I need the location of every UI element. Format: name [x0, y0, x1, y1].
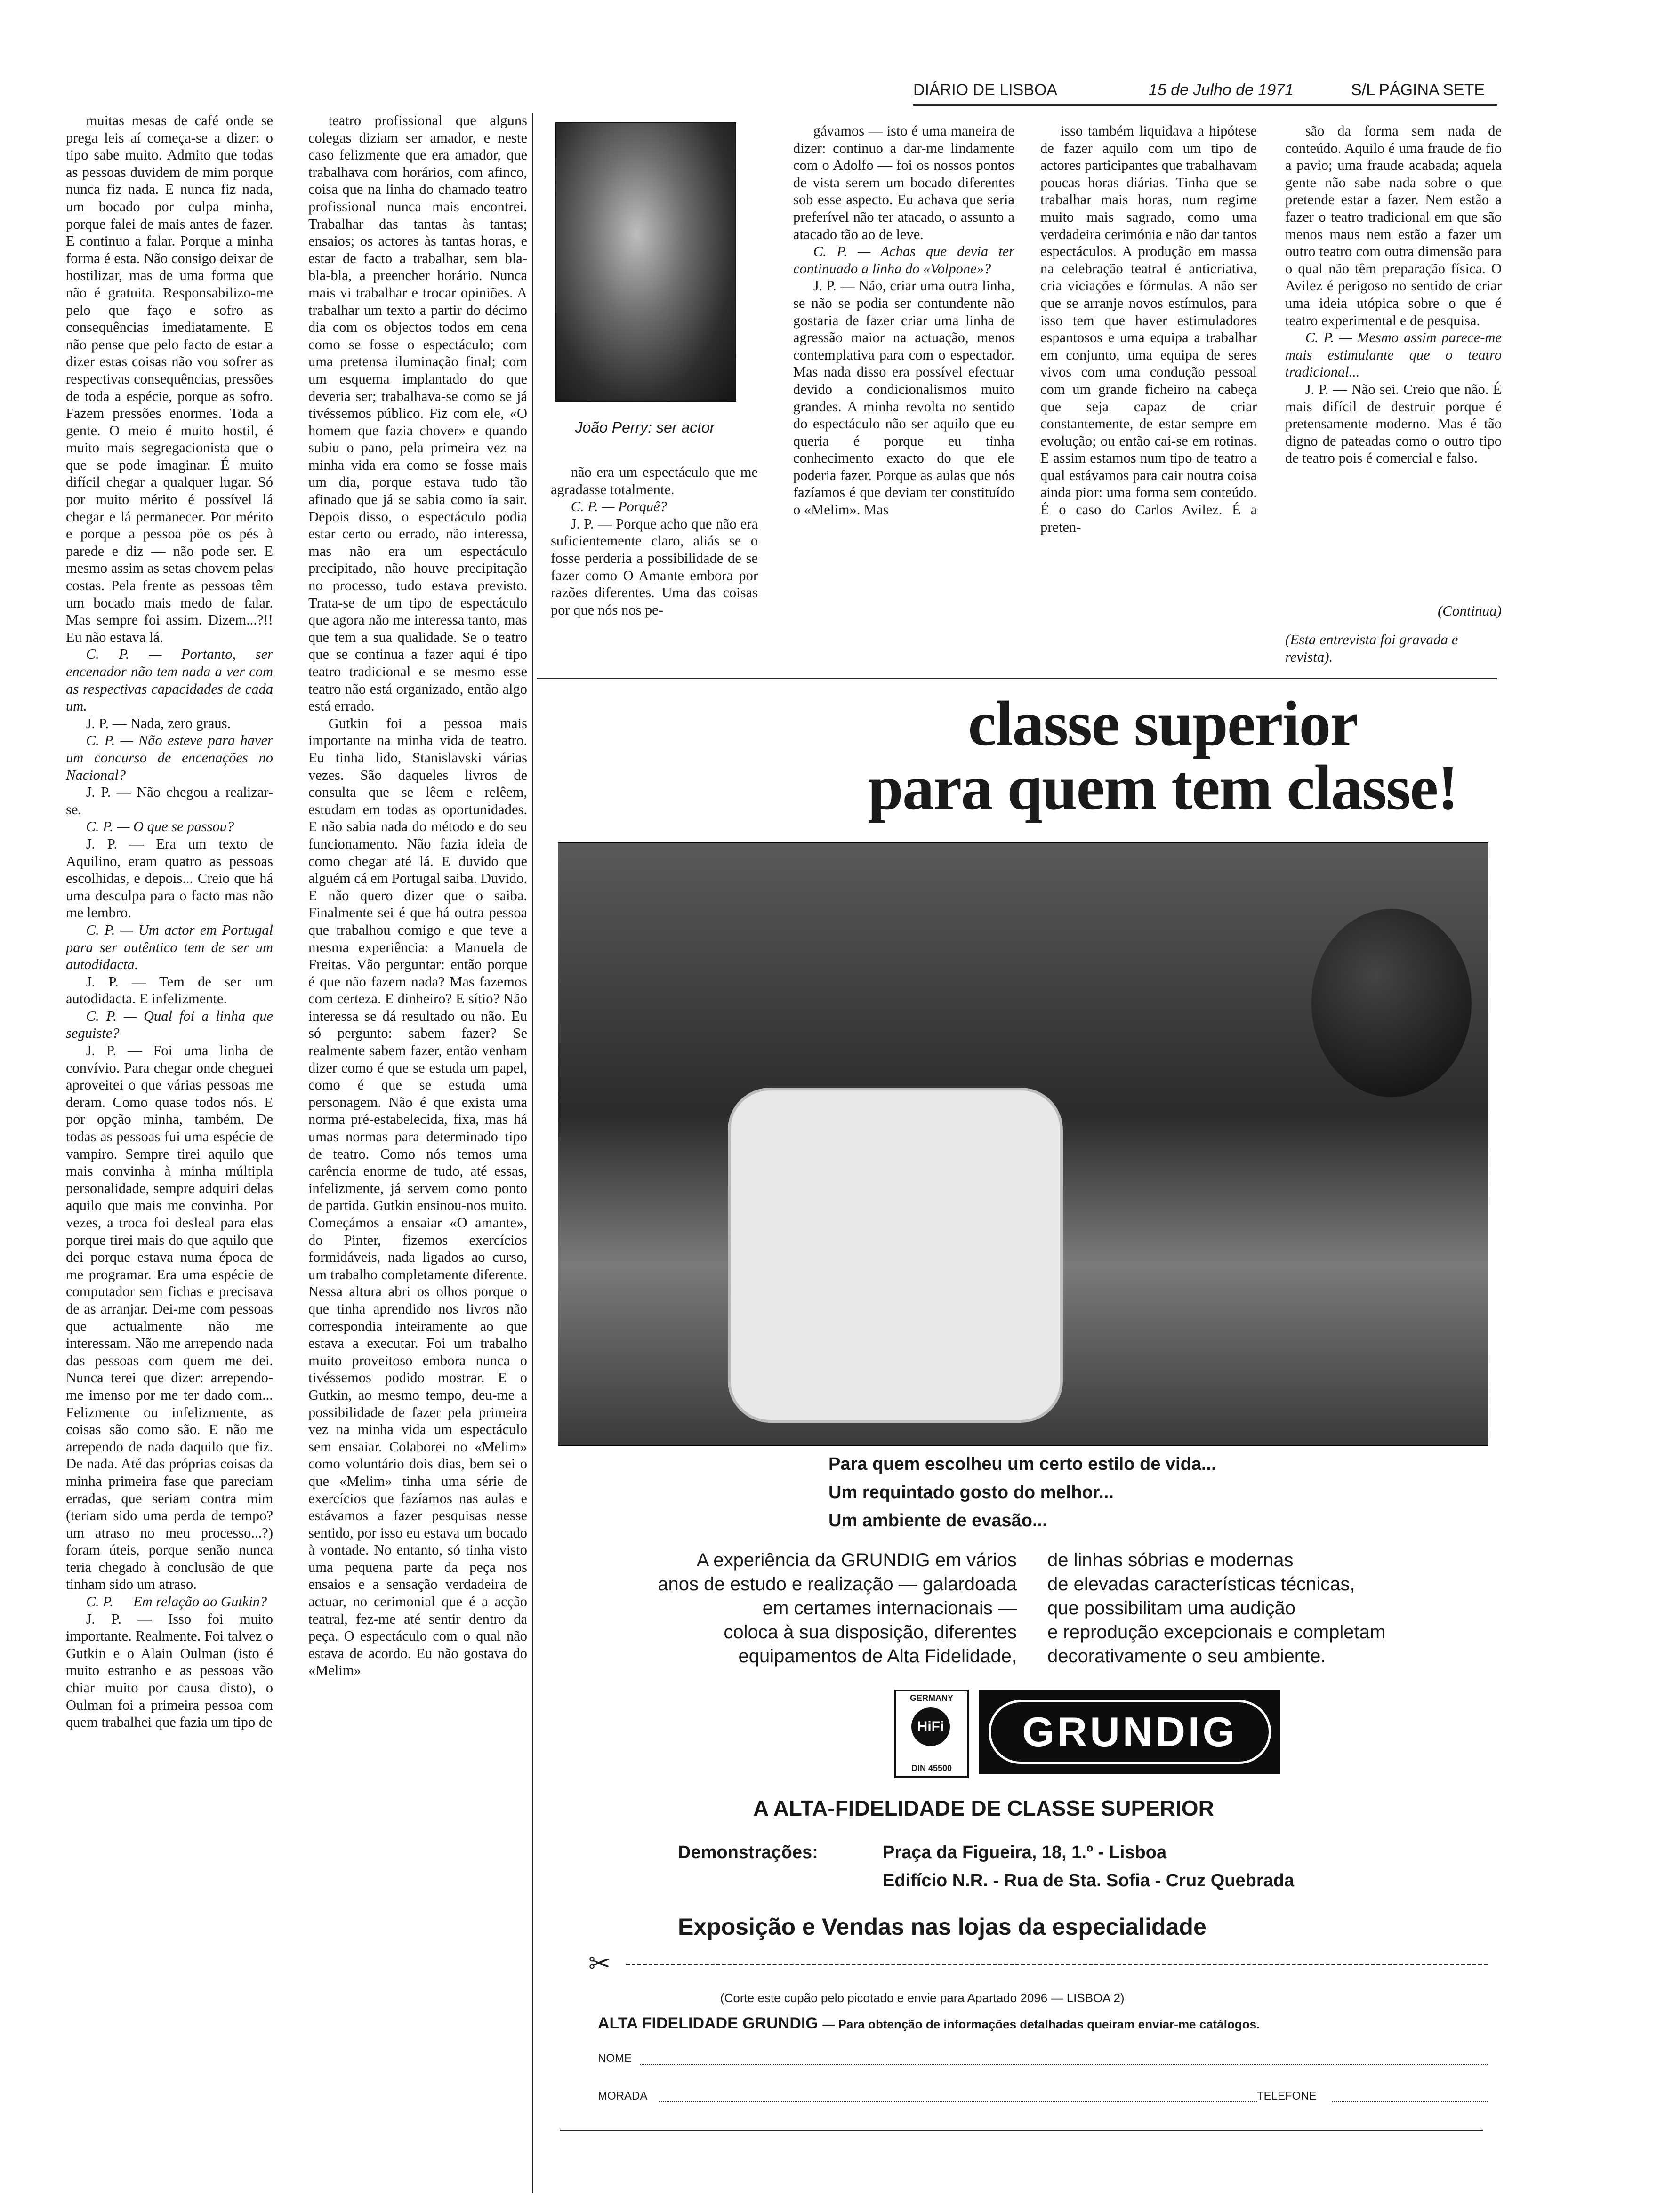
coupon-cut-line [626, 1964, 1488, 1965]
exposicao-line: Exposição e Vendas nas lojas da especialidade [678, 1914, 1207, 1940]
ad-top-rule [537, 678, 1497, 679]
page-number: S/L PÁGINA SETE [1351, 81, 1485, 99]
coupon-bottom-rule [560, 2130, 1483, 2131]
ad-body-right: de linhas sóbrias e modernas de elevadas características técnicas, que possibilitam uma audição e reprodução excepcionais e completam decorativamente o seu ambiente. [1047, 1550, 1386, 1667]
coupon-nome-field[interactable] [640, 2064, 1488, 2065]
ad-tagline-1: Para quem escolheu um certo estilo de vida... [828, 1454, 1216, 1474]
coupon-telefone-label: TELEFONE [1257, 2090, 1317, 2102]
article-column-2: teatro profissional que alguns colegas diziam ser amador, e neste caso felizmente que era amador, que trabalhava com horários, com afinco, coisa que na linha do chamado teatro profissional nunca mais encontrei. Trabalhar das tantas às tantas; ensaios; os actores às tantas horas, e estar de facto a trabalhar, sem bla-bla-bla, a preencher horário. Nunca mais vi trabalhar e trocar opiniões. A trabalhar um texto a partir do décimo dia com os objectos todos em cena como se fosse o espectáculo; com uma pretensa iluminação final; com um esquema implantado do que deveria ser; trabalhava-se como se já tivéssemos público. Fiz com ele, «O homem que fazia chover» e quando subiu o pano, pela primeira vez na minha vida era como se fosse mais um dia, porque estava tudo tão afinado que já se sabia como ia sair. Depois disso, o espectáculo podia estar certo ou errado, não interessa, mas não era um espectáculo precipitado, não houve precipitação no processo, tudo estava previsto. Trata-se de um tipo de espectáculo que agora não me interessa tanto, mas que tem a sua qualidade. Se o teatro que se continua a fazer aqui é tipo teatro tradicional e se mesmo esse teatro não está organizado, então algo está errado. Gutkin foi a pessoa mais importante na minha vida de teatro. Eu tinha lido, Stanislavski várias vezes. São daqueles livros de consulta que se lêem e relêem, estudam em todas as oportunidades. E não sabia nada do método e do seu funcionamento. Não fazia ideia de como chegar até lá. E duvido que alguém cá em Portugal saiba. Duvido. E não quero dizer que o saiba. Finalmente sei é que há outra pessoa que trabalhou comigo e que teve a mesma experiência: a Manuela de Freitas. Vão perguntar: então porque é que não fazem nada? Mas fazemos com certeza. E dinheiro? E sítio? Não interessa se dá resultado ou não. Eu só pergunto: sabem fazer? Se realmente sabem fazer, então venham dizer como é que se estuda um papel, como é que se estuda uma personagem. Não é que exista uma norma pré-estabelecida, fixa, mas há umas normas para determinado tipo de teatro. Como nós temos uma carência enorme de tudo, até essas, infelizmente, já servem como ponto de partida. Gutkin ensinou-nos muito. Começámos a ensaiar «O amante», do Pinter, fizemos exercícios formidáveis, nada ligados ao curso, um trabalho completamente diferente. Nessa altura abri os olhos porque o que tinha aprendido nos livros não correspondia inteiramente ao que estava a executar. Foi um trabalho muito proveitoso embora nunca o tivéssemos podido mostrar. E o Gutkin, ao mesmo tempo, deu-me a possibilidade de fazer pela primeira vez na minha vida um espectáculo sem ensaiar. Colaborei no «Melim» como voluntário dois dias, bem sei o que «Melim» tinha uma série de exercícios que fazíamos nas aulas e estávamos a fazer pesquisas nesse sentido, por isso eu estava um bocado à vontade. No entanto, só tinha visto uma pequena parte da peça nos ensaios e a sensação verdadeira de actuar, no cerimonial que é a acção teatral, fez-me até sentir dentro da peça. O espectáculo com o qual não estava de acordo. Eu não gostava do «Melim» [308, 112, 527, 1679]
article-column-1: muitas mesas de café onde se prega leis aí começa-se a dizer: o tipo sabe muito. Admito que todas as pessoas duvidem de mim porque nunca fiz nada. E nunca fiz nada, um bocado por culpa minha, porque falei de mais antes de fazer. E continuo a falar. Porque a minha forma é esta. Não consigo deixar de hostilizar, mas de uma forma que não é gratuita. Responsabilizo-me pelo que faço e sofro as consequências imediatamente. E não pense que pelo facto de estar a dizer estas coisas não vou sofrer as respectivas consequências, pressões de toda a espécie, porque as sofro. Fazem pressões enormes. Toda a gente. O meio é muito hostil, é muito mais segregacionista que o que se pode imaginar. É muito difícil chegar a qualquer lugar. Só por muito mérito é possível lá chegar e lá permanecer. Por mérito e porque a pessoa põe os pés à parede e diz — não pode ser. E mesmo assim as setas chovem pelas costas. Pela frente as pessoas têm um bocado mais medo de falar. Mas sempre foi assim. Dizem...?!! Eu não estava lá. C. P. — Portanto, ser encenador não tem nada a ver com as respectivas capacidades de cada um. J. P. — Nada, zero graus. C. P. — Não esteve para haver um concurso de encenações no Nacional? J. P. — Não chegou a realizar-se. C. P. — O que se passou? J. P. — Era um texto de Aquilino, eram quatro as pessoas escolhidas, e depois... Creio que há uma desculpa para o facto mas não me lembro. C. P. — Um actor em Portugal para ser autêntico tem de ser um autodidacta. J. P. — Tem de ser um autodidacta. E infelizmente. C. P. — Qual foi a linha que seguiste? J. P. — Foi uma linha de convívio. Para chegar onde cheguei aproveitei o que várias pessoas me deram. Como quase todos nós. E por opção minha, também. De todas as pessoas fui uma espécie de vampiro. Sempre tirei aquilo que mais convinha à minha múltipla personalidade, sempre adquiri delas aquilo que mais me convinha. Por vezes, a troca foi desleal para elas porque tirei mais do que aquilo que dei porque estava numa época de me programar. Era uma espécie de computador sem fichas e precisava de as arranjar. Dei-me com pessoas que actualmente não me interessam. Não me arrependo nada das pessoas com quem me dei. Nunca terei que dizer: arrependo-me imenso por me ter dado com... Felizmente ou infelizmente, as coisas são como são. E não me arrependo de nada daquilo que fiz. De nada. Até das próprias coisas da minha primeira fase que pareciam erradas, que seriam contra mim (teriam sido uma perda de tempo? um atraso no meu processo...?) foram úteis, porque senão nunca teria chegado à conclusão de que tinham sido um atraso. C. P. — Em relação ao Gutkin? J. P. — Isso foi muito importante. Realmente. Foi talvez o Gutkin e o Alain Oulman (isto é muito estranho e as pessoas vão chiar muito por causa disto), o Oulman foi a primeira pessoa com quem trabalhei que fazia um tipo de [66, 112, 273, 1731]
ad-slogan: A ALTA-FIDELIDADE DE CLASSE SUPERIOR [753, 1796, 1214, 1820]
continued-note: (Continua) [1437, 602, 1502, 619]
ad-tagline-3: Um ambiente de evasão... [828, 1511, 1047, 1531]
ad-body-left: A experiência da GRUNDIG em vários anos de estudo e realização — galardoada em certames internacionais — coloca à sua disposição, diferentes equipamentos de Alta Fidelidade, [658, 1550, 1017, 1667]
coupon-telefone-field[interactable] [1332, 2101, 1488, 2102]
coupon-nome-label: NOME [598, 2052, 632, 2065]
coupon-note: (Corte este cupão pelo picotado e envie para Apartado 2096 — LISBOA 2) [720, 1991, 1125, 2005]
coupon-morada-label: MORADA [598, 2090, 648, 2102]
portrait-photo [555, 122, 736, 402]
hifi-badge-icon: GERMANY HiFi DIN 45500 [894, 1690, 969, 1778]
lamp-shape [1311, 909, 1472, 1097]
ad-photo [558, 842, 1488, 1446]
demo-label: Demonstrações: [678, 1843, 818, 1862]
ad-headline: classe superior para quem tem classe! [868, 689, 1458, 823]
demo-address-1: Praça da Figueira, 18, 1.º - Lisboa [883, 1843, 1167, 1862]
photo-caption: João Perry: ser actor [575, 419, 715, 436]
header-rule [913, 104, 1497, 106]
newspaper-name: DIÁRIO DE LISBOA [913, 81, 1058, 99]
grundig-logo: GRUNDIG [979, 1690, 1280, 1774]
article-column-3: não era um espectáculo que me agradasse totalmente. C. P. — Porquê? J. P. — Porque acho que não era suficientemente claro, aliás se o fosse perderia a possibilidade de se fazer como O Amante embora por razões diferentes. Uma das coisas por que nós nos pe- [551, 464, 758, 618]
column-divider [532, 113, 533, 2193]
article-column-4: gávamos — isto é uma maneira de dizer: continuo a dar-me lindamente com o Adolfo — foi os nossos pontos de vista serem um bocado diferentes sob esse aspecto. Eu achava que seria preferível não ter atacado, o assunto a atacado tão ao de leve. C. P. — Achas que devia ter continuado a linha do «Volpone»? J. P. — Não, criar uma outra linha, se não se podia ser contundente não gostaria de fazer criar uma linha de agressão maior na actuação, menos contemplativa para com o espectador. Mas nada disso era possível efectuar devido a condicionalismos muito grandes. A minha revolta no sentido do espectáculo não ser aquilo que eu queria é porque eu tinha conhecimento exacto do que ele poderia fazer. Porque as aulas que nós fazíamos é que deviam ter constituído o «Melim». Mas [793, 123, 1014, 518]
page-header [913, 75, 1506, 108]
coupon-morada-field[interactable] [659, 2101, 1257, 2102]
chair-shape [728, 1088, 1063, 1423]
article-column-6: são da forma sem nada de conteúdo. Aquilo é uma fraude de fio a pavio; uma fraude acabada; aquela gente não sabe nada sobre o que pretende estar a fazer. Nem estão a fazer o teatro tradicional em que são menos maus nem estão a fazer um outro teatro com outra dimensão para o qual não têm preparação física. O Avilez é perigoso no sentido de criar uma ideia utópica sobre o que é teatro experimental e de pesquisa. C. P. — Mesmo assim parece-me mais estimulante que o teatro tradicional... J. P. — Não sei. Creio que não. É mais difícil de destruir porque é pretensamente moderno. Mas é tão digno de pateadas como o outro tipo de teatro pois é comercial e falso. [1285, 123, 1502, 466]
interview-note: (Esta entrevista foi gravada e revista). [1285, 631, 1458, 665]
demo-address-2: Edifício N.R. - Rua de Sta. Sofia - Cruz Quebrada [883, 1871, 1295, 1891]
coupon-title-line: ALTA FIDELIDADE GRUNDIG — Para obtenção de informações detalhadas queiram enviar-me catálogos. [598, 2014, 1260, 2032]
scissors-icon: ✂ [588, 1949, 611, 1979]
article-column-5: isso também liquidava a hipótese de fazer aquilo com um tipo de actores participantes que trabalhavam poucas horas diárias. Tinha que se trabalhar mais horas, num regime muito mais sagrado, como uma verdadeira cerimónia e não dar tantos espectáculos. A produção em massa na celebração teatral é anticriativa, cria viciações e fórmulas. A não ser que se arranje novos estímulos, para isso tem que haver estimuladores espantosos e uma equipa a trabalhar em conjunto, uma equipa de seres vivos com uma condução pessoal com um grande ficheiro na cabeça que seja capaz de criar constantemente, de estar sempre em evolução; ou então cai-se em rotinas. E assim estamos num tipo de teatro a qual estávamos para cair noutra coisa ainda pior: uma forma sem conteúdo. É o caso do Carlos Avilez. É a preten- [1040, 123, 1257, 535]
ad-tagline-2: Um requintado gosto do melhor... [828, 1483, 1114, 1502]
issue-date: 15 de Julho de 1971 [1149, 81, 1294, 99]
